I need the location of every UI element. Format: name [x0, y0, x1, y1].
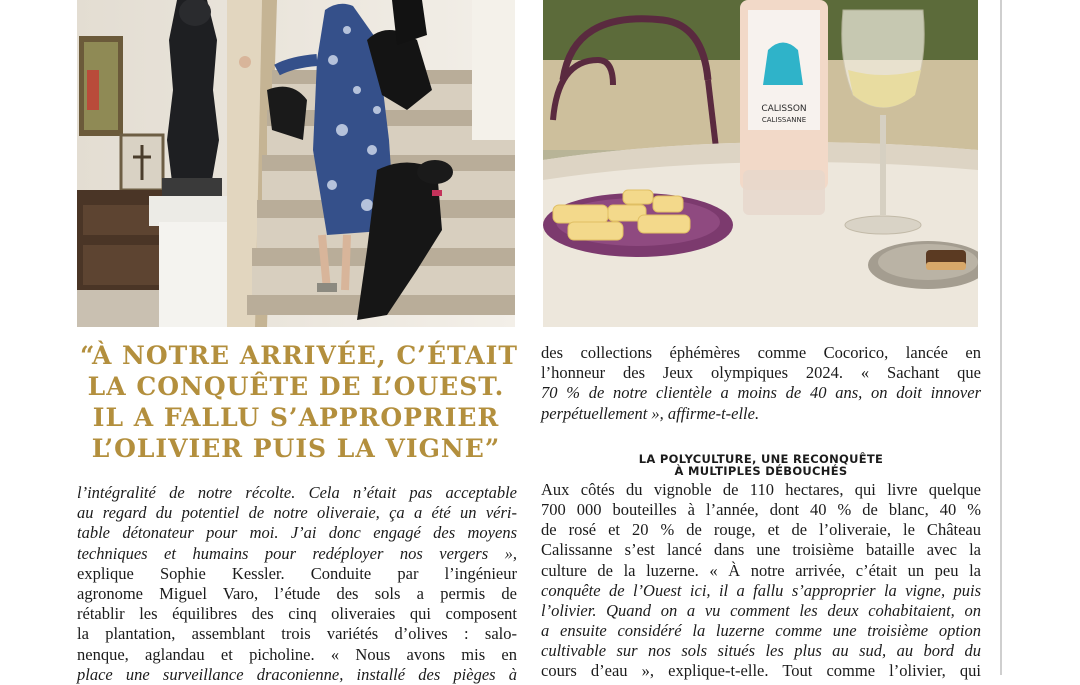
text-line: agronome Miguel Varo, l’étude des sols a permis de: [77, 583, 517, 603]
subhead-line: À MULTIPLES DÉBOUCHÉS: [674, 463, 848, 478]
pull-quote-line: L’OLIVIER PUIS LA VIGNE”: [91, 434, 501, 463]
text-line: Calissanne s’est lancé dans une troisième bataille avec la: [541, 540, 981, 560]
bottle-label-estate: CALISSANNE: [761, 116, 807, 124]
pull-quote-line: LA CONQUÊTE DE L’OUEST.: [87, 372, 505, 401]
bottle-label-brand: CALISSON: [761, 104, 807, 114]
photo-wine-table: [543, 0, 978, 327]
text-line: nenque, aglandau et picholine. « Nous avons mis en: [77, 644, 517, 664]
section-subhead: [541, 453, 981, 477]
page-edge-rule: [1000, 0, 1002, 675]
text-line: 70 % de notre clientèle a moins de 40 ans, on doit innover: [541, 383, 981, 403]
article-column-left: [77, 483, 517, 685]
article-column-right: [541, 343, 981, 682]
text-line: 700 000 bouteilles à l’année, dont 40 % de blanc, 40 %: [541, 499, 981, 519]
text-line: l’intégralité de notre récolte. Cela n’était pas acceptable: [77, 483, 517, 502]
text-line: place une surveillance draconienne, installé des pièges à: [77, 664, 517, 684]
text-line: des collections éphémères comme Cocorico, lancée en: [541, 343, 981, 362]
subhead-line: LA POLYCULTURE, UNE RECONQUÊTE: [638, 451, 884, 466]
text-line: perpétuellement », affirme-t-elle.: [541, 403, 760, 423]
staircase-photo-illustration: [77, 0, 515, 327]
wine-table-photo-illustration: [543, 0, 978, 327]
text-line: rétablir les équilibres des cinq oliveraies qui composent: [77, 604, 517, 624]
text-line: conquête de l’Ouest ici, il a fallu s’approprier la vigne, puis: [541, 580, 981, 600]
pull-quote: [80, 340, 518, 464]
pull-quote-line: “À NOTRE ARRIVÉE, C’ÉTAIT: [80, 341, 518, 370]
text-line: a ensuite considéré la luzerne comme une troisième option: [541, 621, 981, 641]
text-line: l’honneur des Jeux olympiques 2024. « Sachant que: [541, 363, 981, 383]
pull-quote-line: IL A FALLU S’APPROPRIER: [92, 403, 500, 432]
text-line: table détonateur pour moi. J’ai donc engagé des moyens: [77, 523, 517, 543]
text-line: la plantation, assemblant trois variétés d’olives : salo-: [77, 624, 517, 644]
text-line: de rosé et 20 % de rouge, et de l’oliveraie, le Château: [541, 520, 981, 540]
text-line: cours d’eau », explique-t-elle. Tout comme l’olivier, qui: [541, 661, 981, 681]
text-line: techniques et humains pour redéployer nos vergers »,: [77, 543, 517, 563]
text-line: cultivable sur nos sols situés les plus au sud, au bord du: [541, 641, 981, 661]
photo-staircase: [77, 0, 515, 327]
text-line: l’olivier. Quand on a vu comment les deux cohabitaient, on: [541, 600, 981, 620]
text-line: culture de la luzerne. « À notre arrivée, c’était un peu la: [541, 560, 981, 580]
text-line: Aux côtés du vignoble de 110 hectares, qui livre quelque: [541, 479, 981, 499]
text-line: au regard du potentiel de notre oliveraie, ça a été un véri-: [77, 503, 517, 523]
text-line: explique Sophie Kessler. Conduite par l’ingénieur: [77, 563, 517, 583]
